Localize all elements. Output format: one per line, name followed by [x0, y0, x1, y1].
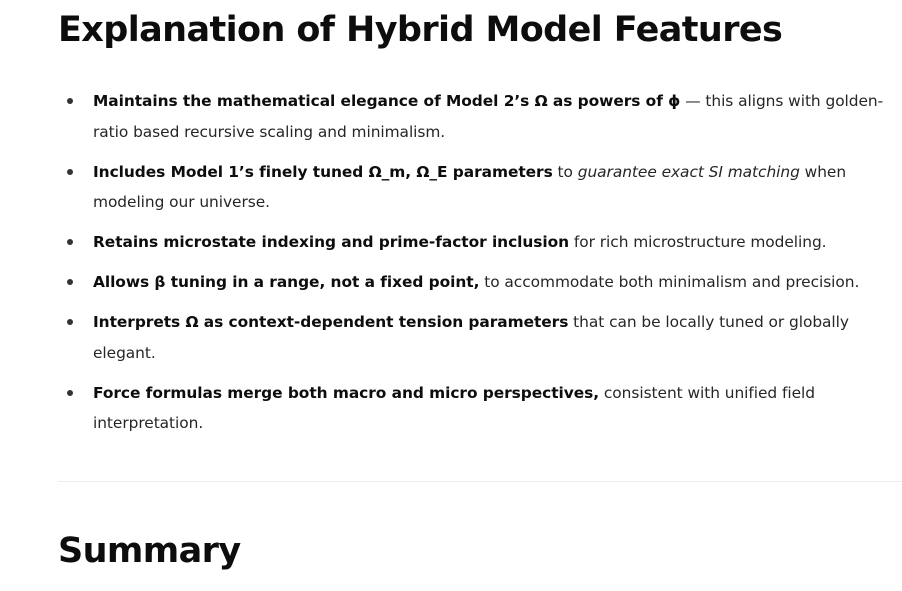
- list-item: [58, 227, 888, 258]
- bullet-icon: [67, 98, 73, 104]
- feature-text: to: [552, 162, 578, 181]
- feature-bold-text: Retains microstate indexing and prime-factor inclusion: [93, 233, 570, 251]
- list-item: [58, 307, 888, 368]
- feature-italic-text: guarantee exact SI matching: [577, 162, 800, 181]
- feature-bold-text: Includes Model 1’s finely tuned Ω_m, Ω_E parameters: [93, 162, 553, 181]
- feature-text: — this aligns with golden-ratio based recursive scaling and minimalism.: [93, 92, 884, 141]
- feature-bold-text: Maintains the mathematical elegance of Model 2’s Ω as powers of ϕ: [93, 92, 681, 110]
- list-item: [58, 378, 888, 439]
- feature-bold-text: Allows β tuning in a range, not a fixed point,: [93, 273, 480, 291]
- section-heading-summary: Summary: [58, 531, 241, 571]
- feature-text: for rich microstructure modeling.: [569, 233, 827, 251]
- feature-list: [58, 86, 888, 448]
- feature-text: that can be locally tuned or globally elegant.: [93, 313, 849, 362]
- feature-bold-text: Force formulas merge both macro and micro perspectives,: [93, 383, 600, 402]
- section-heading-explanation: Explanation of Hybrid Model Features: [58, 10, 783, 50]
- feature-tail-text: when modeling our universe.: [93, 162, 847, 211]
- feature-text: to accommodate both minimalism and precision.: [479, 273, 860, 291]
- feature-bold-text: Interprets Ω as context-dependent tension parameters: [93, 313, 569, 331]
- list-item: [58, 267, 888, 298]
- bullet-icon: [67, 239, 73, 245]
- bullet-icon: [67, 169, 73, 175]
- list-item: [58, 157, 888, 218]
- bullet-icon: [67, 319, 73, 325]
- section-divider: [58, 481, 902, 482]
- bullet-icon: [67, 390, 73, 396]
- list-item: [58, 86, 888, 147]
- feature-text: consistent with unified field interpretation.: [93, 383, 815, 432]
- bullet-icon: [67, 279, 73, 285]
